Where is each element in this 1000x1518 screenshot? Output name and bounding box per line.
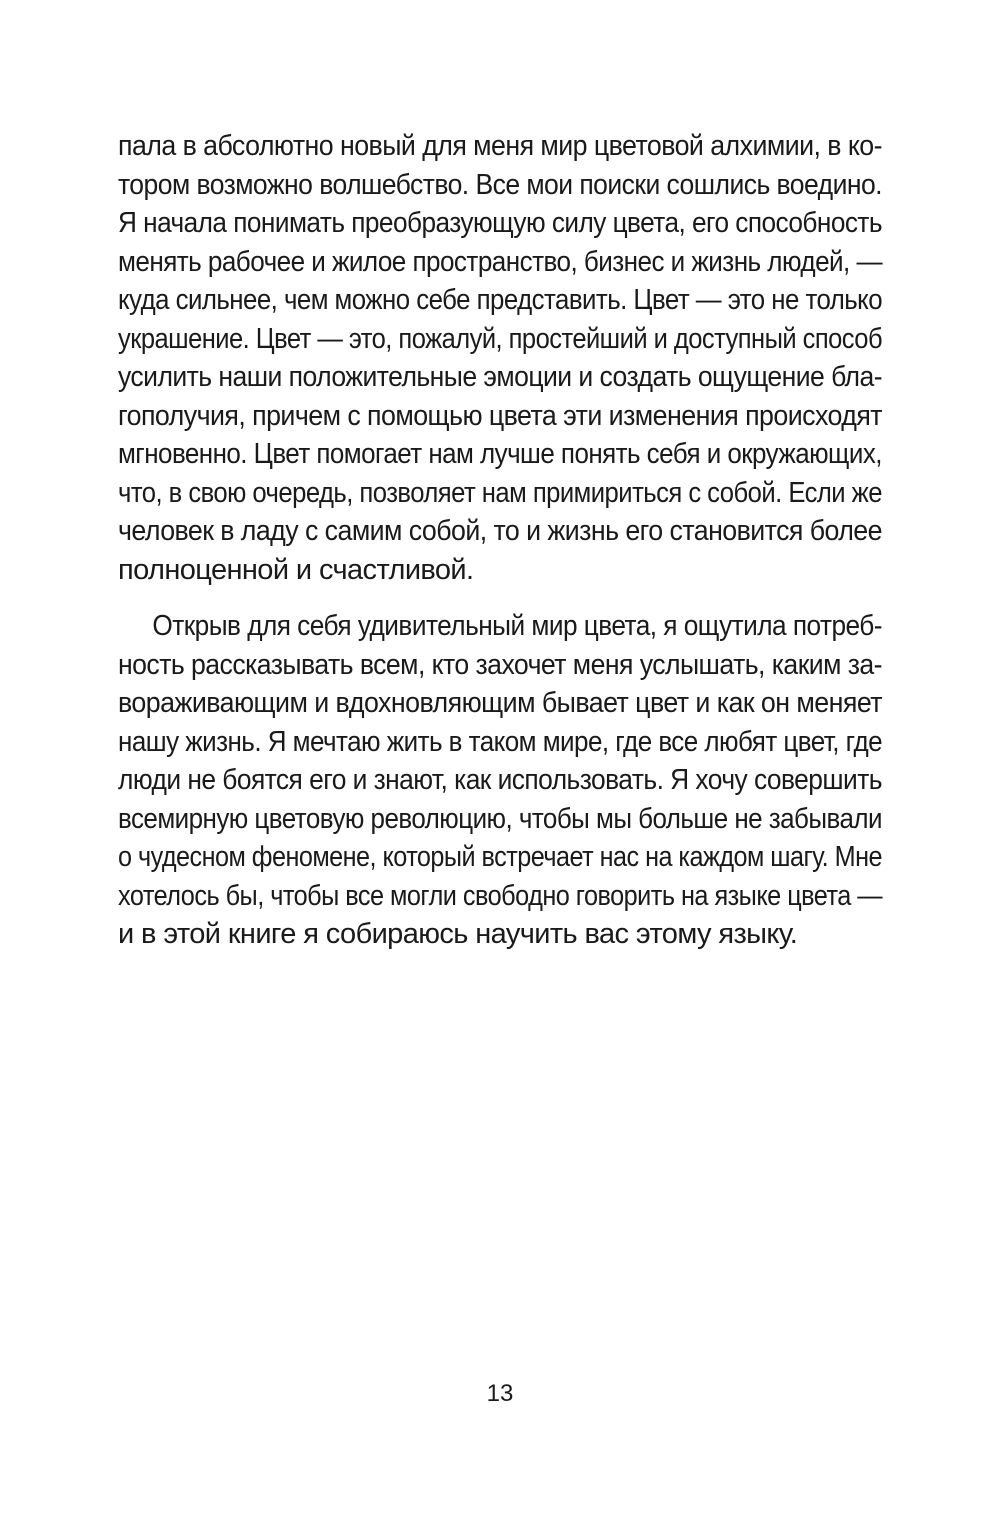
paragraph-1-line-9: мгновенно. Цвет помогает нам лучше понять себя и окружающих,: [118, 438, 882, 470]
paragraph-2-line-4: нашу жизнь. Я мечтаю жить в таком мире, где все любят цвет, где: [118, 725, 883, 758]
paragraph-1-line-8: гополучия, причем с помощью цвета эти изменения происходят: [118, 399, 883, 432]
page-number: 13: [486, 1380, 514, 1407]
paragraph-1-line-10: что, в свою очередь, позволяет нам примириться с собой. Если же: [118, 476, 883, 509]
paragraph-2-line-3: вораживающим и вдохновляющим бывает цвет и как он меняет: [118, 687, 883, 719]
paragraph-2-line-2: ность рассказывать всем, кто захочет меня услышать, каким за-: [118, 648, 883, 681]
paragraph-1-line-12: полноценной и счастливой.: [118, 553, 474, 586]
paragraph-1-line-2: тором возможно волшебство. Все мои поиски сошлись воедино.: [118, 168, 882, 201]
paragraph-gap: [118, 589, 882, 607]
paragraph-2-line-9: и в этой книге я собираюсь научить вас этому языку.: [118, 918, 798, 950]
paragraph-1-line-4: менять рабочее и жилое пространство, бизнес и жизнь людей, —: [118, 245, 882, 278]
paragraph-2-line-1: Открыв для себя удивительный мир цвета, я ощутила потреб-: [152, 610, 882, 642]
paragraph-2-line-5: люди не боятся его и знают, как использовать. Я хочу совершить: [118, 764, 882, 796]
paragraph-2-line-7: о чудесном феномене, который встречает нас на каждом шагу. Мне: [118, 841, 883, 873]
paragraph-1-line-3: Я начала понимать преобразующую силу цвета, его способность: [118, 207, 883, 239]
paragraph-1-line-11: человек в ладу с самим собой, то и жизнь его становится более: [118, 515, 882, 547]
paragraph-1-line-5: куда сильнее, чем можно себе представить. Цвет — это не только: [118, 284, 883, 316]
paragraph-2-line-6: всемирную цветовую революцию, чтобы мы больше не забывали: [118, 802, 882, 835]
paragraph-2-line-8: хотелось бы, чтобы все могли свободно говорить на языке цвета —: [118, 879, 883, 912]
paragraph-1-line-7: усилить наши положительные эмоции и создать ощущение бла-: [118, 361, 883, 393]
paragraph-1-line-1: пала в абсолютно новый для меня мир цветовой алхимии, в ко-: [118, 130, 882, 162]
body-text: [118, 127, 882, 954]
paragraph-1-line-6: украшение. Цвет — это, пожалуй, простейший и доступный способ: [118, 322, 883, 355]
